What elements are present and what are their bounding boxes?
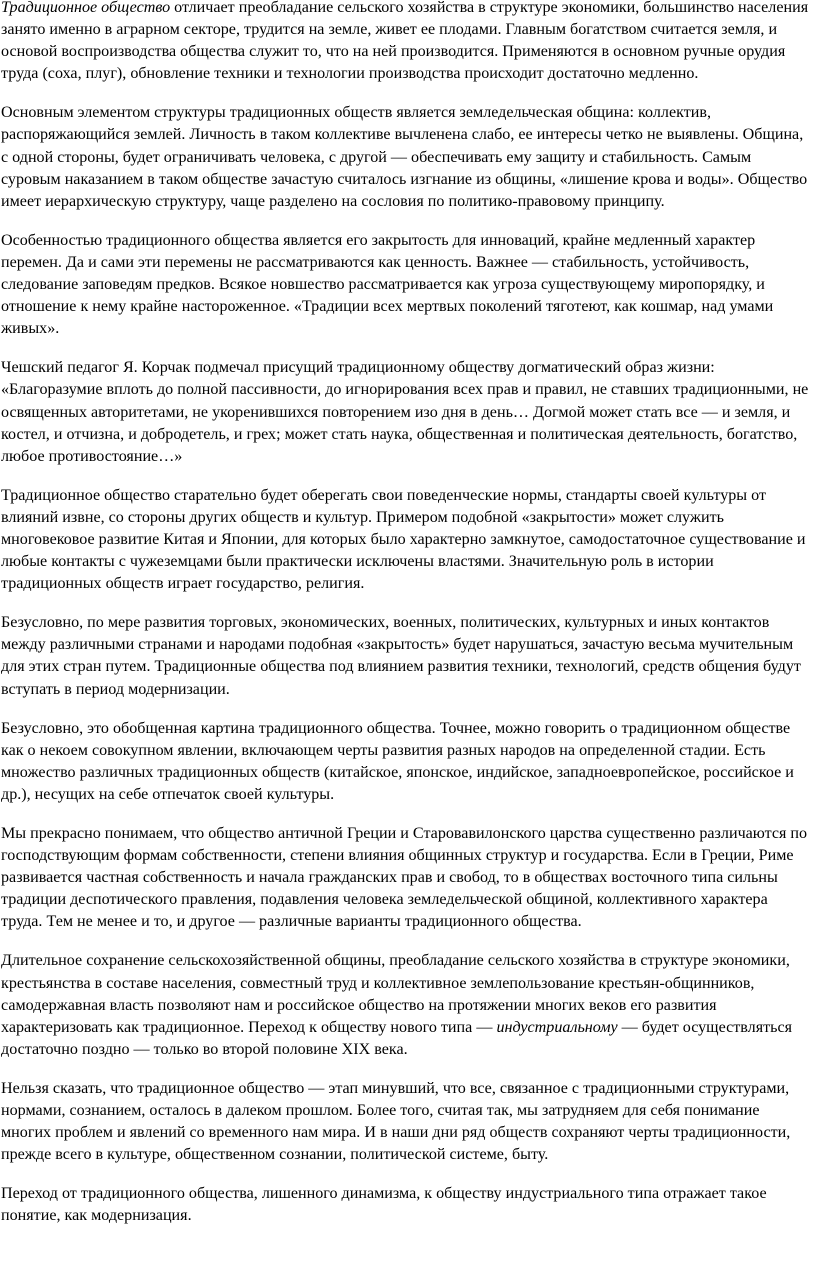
paragraph-6	[1, 612, 812, 700]
paragraph-9	[1, 950, 812, 1060]
paragraph-4	[1, 357, 812, 467]
paragraph-text: Безусловно, это обобщенная картина традиционного общества. Точнее, можно говорить о традиционном обществе как о некоем совокупном явлении, включающем черты развития разных народов на определенной стадии. Есть множество различных традиционных обществ (китайское, японское, индийское, западноевропейское, российское и др.), несущих на себе отпечаток своей культуры.	[1, 719, 794, 803]
paragraph-3	[1, 230, 812, 340]
paragraph-text: Переход от традиционного общества, лишенного динамизма, к обществу индустриального типа отражает такое понятие, как модернизация.	[1, 1185, 767, 1225]
paragraph-text-continued: — будет осуществляться достаточно поздно — только во второй половине XIX века.	[1, 1018, 793, 1058]
term-traditional-society: Традиционное общество	[1, 0, 171, 16]
paragraph-1	[1, 0, 812, 85]
paragraph-text: Безусловно, по мере развития торговых, экономических, военных, политических, культурных и иных контактов между различными странами и народами подобная «закрытость» будет нарушаться, зачастую весьма мучительным для этих стран путем. Традиционные общества под влиянием развития техники, технологий, средств общения будут вступать в период модернизации.	[1, 614, 801, 698]
paragraph-2	[1, 102, 812, 212]
paragraph-11	[1, 1183, 812, 1227]
paragraph-5	[1, 485, 812, 595]
paragraph-8	[1, 823, 812, 933]
paragraph-7	[1, 718, 812, 806]
paragraph-10	[1, 1078, 812, 1166]
paragraph-text: Длительное сохранение сельскохозяйственной общины, преобладание сельского хозяйства в структуре экономики, крестьянства в составе населения, совместный труд и коллективное землепользование крестьян-общинников, самодержавная власть позволяют нам и российское общество на протяжении многих веков его развития характеризовать как традиционное. Переход к обществу нового типа —	[1, 952, 790, 1036]
paragraph-text: Нельзя сказать, что традиционное общество — этап минувший, что все, связанное с традиционными структурами, нормами, сознанием, осталось в далеком прошлом. Более того, считая так, мы затрудняем для себя понимание многих проблем и явлений со временного нам мира. И в наши дни ряд обществ сохраняют черты традиционности, прежде всего в культуре, общественном сознании, политической системе, быту.	[1, 1079, 791, 1164]
paragraph-text: Традиционное общество старательно будет оберегать свои поведенческие нормы, стандарты своей культуры от влияний извне, со стороны других обществ и культур. Примером подобной «закрытости» может служить многовековое развитие Китая и Японии, для которых было характерно замкнутое, самодостаточное существование и любые контакты с чужеземцами были практически исключены властями. Значительную роль в истории традиционных обществ играет государство, религия.	[1, 486, 806, 593]
paragraph-text: Чешский педагог Я. Корчак подмечал присущий традиционному обществу догматический образ жизни: «Благоразумие вплоть до полной пассивности, до игнорирования всех прав и правил, не ставших традиционными, не освященных авторитетами, не укоренившихся повторением изо дня в день… Догмой может стать все — и земля, и костел, и отчизна, и добродетель, и грех; может стать наука, общественная и политическая деятельность, богатство, любое противостояние…»	[1, 359, 809, 465]
paragraph-text: Основным элементом структуры традиционных обществ является земледельческая община: коллектив, распоряжающийся землей. Личность в таком коллективе вычленена слабо, ее интересы четко не выявлены. Община, с одной стороны, будет ограничивать человека, с другой — обеспечивать ему защиту и стабильность. Самым суровым наказанием в таком обществе зачастую считалось изгнание из общины, «лишение крова и воды». Общество имеет иерархическую структуру, чаще разделено на сословия по политико-правовому принципу.	[1, 104, 808, 210]
paragraph-text: Мы прекрасно понимаем, что общество античной Греции и Старовавилонского царства существенно различаются по господствующим формам собственности, степени влияния общинных структур и государства. Если в Греции, Риме развивается частная собственность и начала гражданских прав и свобод, то в обществах восточного типа сильны традиции деспотического правления, подавления человека земледельческой общиной, коллективного характера труда. Тем не менее и то, и другое — различные варианты традиционного общества.	[1, 825, 808, 931]
paragraph-text: Особенностью традиционного общества является его закрытость для инноваций, крайне медленный характер перемен. Да и сами эти перемены не рассматриваются как ценность. Важнее — стабильность, устойчивость, следование заповедям предков. Всякое новшество рассматривается как угроза существующему миропорядку, и отношение к нему крайне настороженное. «Традиции всех мертвых поколений тяготеют, как кошмар, над умами живых».	[1, 231, 774, 338]
term-industrial: индустриальному	[496, 1018, 618, 1036]
paragraph-text: отличает преобладание сельского хозяйства в структуре экономики, большинство населения занято именно в аграрном секторе, трудится на земле, живет ее плодами. Главным богатством считается земля, и основой воспроизводства общества служит то, что на ней производится. Применяются в основном ручные орудия труда (соха, плуг), обновление техники и технологии производства происходит достаточно медленно.	[1, 0, 809, 83]
